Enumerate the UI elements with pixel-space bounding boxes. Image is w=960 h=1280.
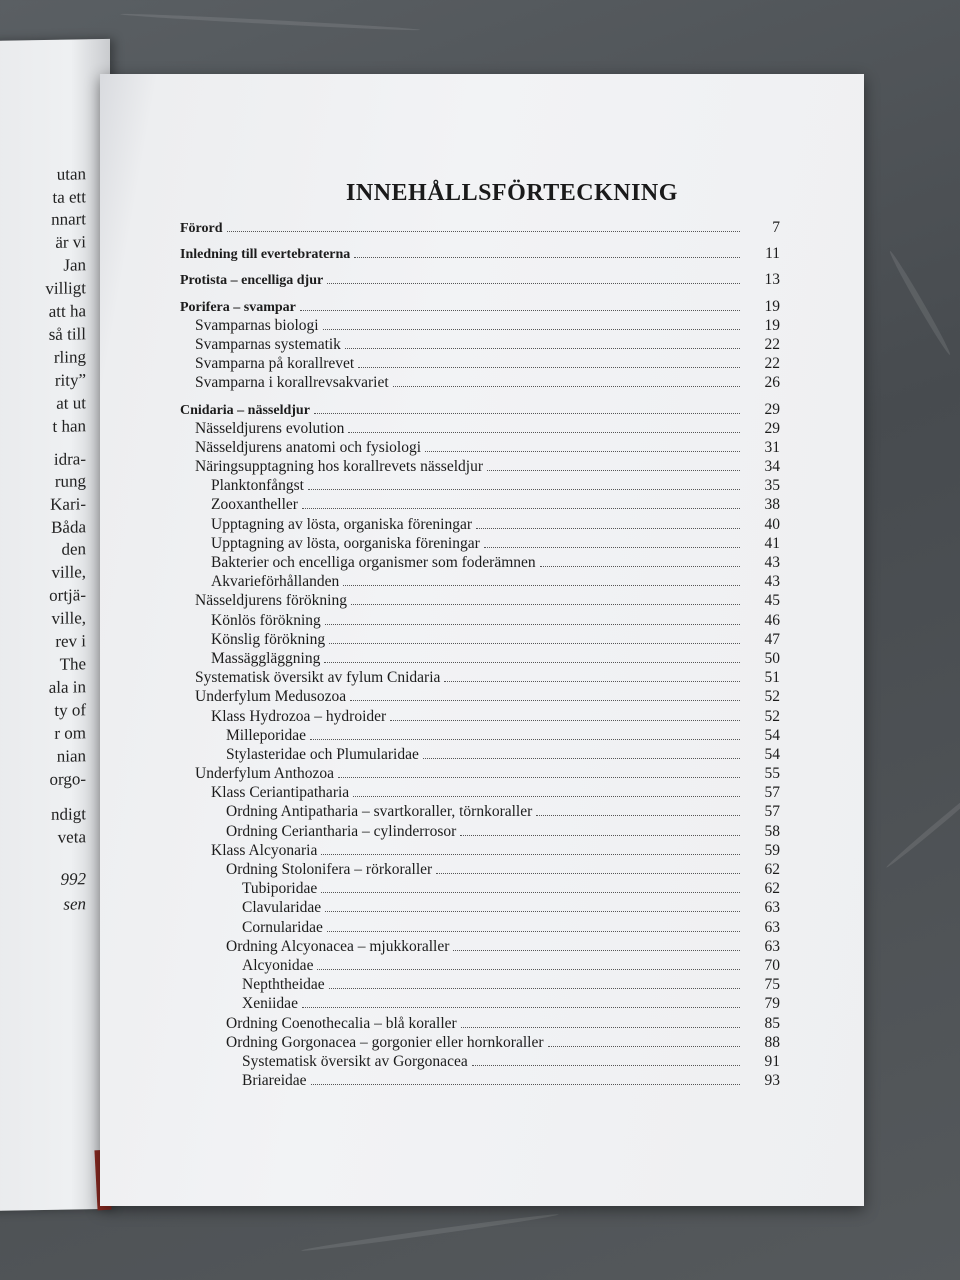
toc-entry-page-number: 13 (764, 271, 780, 289)
toc-entry-page-number: 34 (764, 458, 780, 476)
dot-leader (425, 451, 740, 452)
toc-entry (180, 1014, 780, 1033)
toc-entry-title: Stylasteridae och Plumularidae (226, 745, 419, 763)
left-page-text-fragment: ndigt (51, 804, 86, 824)
toc-entry (180, 270, 780, 289)
toc-entry-page-number: 43 (764, 573, 780, 591)
left-page-text-fragment: ty of (54, 700, 86, 720)
marble-vein (301, 1212, 559, 1253)
toc-entry-page-number: 22 (764, 335, 780, 353)
toc-entry-title: Svamparna i korallrevsakvariet (195, 374, 389, 392)
toc-entry-title: Planktonfångst (211, 477, 304, 495)
toc-entry (180, 687, 780, 706)
toc-entry-title: Systematisk översikt av Gorgonacea (242, 1052, 468, 1070)
toc-entry-title: Inledning till evertebraterna (180, 247, 351, 263)
toc-entry-title: Könslig förökning (211, 630, 326, 648)
dot-leader (536, 815, 740, 816)
toc-entry-title: Nepththeidae (242, 976, 325, 994)
toc-entry (180, 611, 780, 630)
toc-entry-page-number: 62 (764, 861, 780, 878)
toc-entry-page-number: 19 (764, 316, 780, 334)
toc-entry (180, 707, 780, 726)
dot-leader (548, 1046, 740, 1047)
toc-entry-title: Alcyonidae (242, 956, 314, 974)
left-page-text-fragment: ville, (51, 608, 86, 628)
dot-leader (329, 988, 740, 989)
dot-leader (351, 604, 740, 605)
dot-leader (393, 386, 740, 387)
toc-entry-page-number: 79 (764, 995, 780, 1013)
toc-entry-page-number: 22 (764, 355, 780, 373)
left-page-text-fragment: Båda (51, 517, 86, 537)
toc-entry-page-number: 58 (764, 822, 780, 840)
toc-entry (180, 1033, 780, 1052)
left-page-text-fragment: ta ett (52, 187, 86, 207)
toc-entry-title: Svamparna på korallrevet (195, 355, 355, 373)
toc-entry (180, 764, 780, 783)
toc-entry-title: Cnidaria – nässeldjur (180, 402, 310, 418)
toc-entry (180, 630, 780, 649)
left-page-text-fragment: är vi (55, 232, 86, 252)
left-page-text-fragment: 992 (60, 869, 86, 889)
toc-entry-title: Milleporidae (226, 726, 307, 744)
toc-entry-title: Clavularidae (242, 899, 322, 917)
toc-entry-page-number: 38 (764, 496, 780, 514)
toc-entry (180, 802, 780, 821)
toc-entry-page-number: 29 (764, 419, 780, 437)
toc-entry-page-number: 50 (764, 649, 780, 667)
left-page-text-fragment: så till (48, 324, 86, 344)
toc-entry-title: Klass Hydrozoa – hydroider (211, 707, 387, 725)
toc-entry-page-number: 55 (764, 765, 780, 783)
left-page-text-fragment: att ha (48, 301, 86, 321)
toc-entry (180, 860, 780, 879)
toc-entry (180, 898, 780, 917)
toc-entry-title: Underfylum Medusozoa (195, 688, 347, 706)
dot-leader (302, 508, 740, 509)
toc-entry-title: Bakterier och encelliga organismer som foderämnen (211, 554, 536, 571)
left-page-text-fragment: ortjä- (49, 585, 86, 605)
dot-leader (323, 329, 740, 330)
toc-entry-title: Ordning Ceriantharia – cylinderrosor (226, 822, 457, 840)
toc-entry (180, 297, 780, 316)
left-page-text-fragment: ala in (48, 677, 86, 697)
dot-leader (300, 310, 740, 311)
toc-entry-page-number: 75 (764, 976, 780, 994)
toc-entry-page-number: 31 (764, 438, 780, 456)
dot-leader (444, 681, 740, 682)
toc-entry-title: Svamparnas systematik (195, 335, 341, 353)
toc-entry (180, 495, 780, 514)
toc-entry (180, 218, 780, 237)
dot-leader (345, 348, 740, 349)
toc-entry (180, 1071, 780, 1090)
dot-leader (436, 873, 740, 874)
toc-entry-page-number: 59 (764, 841, 780, 859)
toc-entry-page-number: 7 (772, 219, 780, 236)
toc-entry-title: Upptagning av lösta, oorganiska föreningar (211, 534, 480, 552)
toc-entry-page-number: 54 (764, 745, 780, 763)
dot-leader (390, 720, 740, 721)
toc-entry-page-number: 63 (764, 937, 780, 955)
toc-entry-title: Briareidae (242, 1072, 307, 1090)
dot-leader (327, 931, 740, 932)
left-page-text-fragment: The (59, 654, 86, 674)
left-page-text-fragment: rev i (55, 631, 86, 651)
left-page-text-fragment: rling (53, 347, 86, 367)
toc-entry-page-number: 93 (764, 1072, 780, 1090)
dot-leader (321, 892, 740, 893)
toc-entry (180, 400, 780, 419)
toc-entry (180, 668, 780, 687)
toc-entry-page-number: 45 (764, 592, 780, 610)
toc-entry-page-number: 91 (764, 1052, 780, 1070)
toc-entry-page-number: 70 (764, 956, 780, 974)
toc-entry-page-number: 35 (764, 477, 780, 495)
dot-leader (358, 367, 740, 368)
left-page-text-fragment: idra- (53, 449, 86, 469)
page-title: INNEHÅLLSFÖRTECKNING (346, 180, 678, 206)
left-page-text-fragment: at ut (56, 393, 86, 413)
toc-entry-page-number: 29 (764, 400, 780, 418)
dot-leader (460, 835, 740, 836)
toc-entry-title: Ordning Coenothecalia – blå koraller (226, 1014, 457, 1032)
marble-vein (120, 12, 420, 32)
toc-entry-page-number: 40 (764, 515, 780, 533)
toc-entry (180, 438, 780, 457)
toc-entry-title: Nässeldjurens evolution (195, 419, 345, 437)
dot-leader (314, 413, 740, 414)
left-page-text-fragment: orgo- (49, 769, 86, 789)
toc-entry (180, 726, 780, 745)
dot-leader (350, 700, 740, 701)
toc-entry-page-number: 88 (764, 1033, 780, 1051)
left-page (0, 39, 110, 1211)
dot-leader (348, 432, 740, 433)
left-page-text-fragment: t han (52, 416, 86, 436)
toc-entry-page-number: 43 (764, 554, 780, 571)
toc-entry (180, 553, 780, 572)
toc-entry-title: Zooxantheller (211, 496, 298, 514)
dot-leader (423, 758, 740, 759)
dot-leader (453, 950, 740, 951)
toc-entry-title: Ordning Alcyonacea – mjukkoraller (226, 937, 450, 955)
toc-entry-title: Klass Ceriantipatharia (211, 784, 350, 802)
toc-entry (180, 534, 780, 553)
toc-entry (180, 975, 780, 994)
left-page-text-fragment: rung (54, 471, 86, 491)
toc-entry-title: Protista – encelliga djur (180, 273, 324, 289)
right-page (100, 74, 864, 1206)
left-page-text-fragment: nian (56, 746, 86, 766)
dot-leader (227, 231, 740, 232)
dot-leader (311, 1084, 740, 1085)
toc-entry-title: Upptagning av lösta, organiska föreningar (211, 515, 472, 533)
toc-entry (180, 515, 780, 534)
toc-entry-title: Cornularidae (242, 918, 323, 936)
dot-leader (324, 662, 740, 663)
dot-leader (338, 777, 740, 778)
left-page-text-fragment: ville, (51, 562, 86, 582)
toc-entry (180, 841, 780, 860)
marble-vein (885, 776, 960, 870)
dot-leader (325, 624, 740, 625)
dot-leader (487, 470, 740, 471)
dot-leader (353, 796, 740, 797)
toc-entry (180, 316, 780, 335)
dot-leader (476, 528, 740, 529)
left-page-text-fragment: Kari- (50, 494, 86, 514)
toc-entry-page-number: 52 (764, 707, 780, 725)
toc-entry (180, 879, 780, 898)
dot-leader (310, 739, 740, 740)
toc-entry (180, 354, 780, 373)
toc-entry-title: Ordning Antipatharia – svartkoraller, törnkoraller (226, 803, 533, 821)
left-page-text-fragment: villigt (45, 278, 86, 298)
toc-entry-title: Förord (180, 221, 223, 236)
dot-leader (329, 643, 740, 644)
marble-vein (887, 250, 952, 357)
toc-entry-title: Porifera – svampar (180, 299, 296, 315)
dot-leader (484, 547, 740, 548)
left-page-text-fragment: den (61, 539, 86, 559)
left-page-text-fragment: sen (63, 894, 86, 914)
dot-leader (472, 1065, 740, 1066)
toc-entry (180, 649, 780, 668)
toc-entry-page-number: 47 (764, 630, 780, 648)
dot-leader (302, 1007, 740, 1008)
table-of-contents (180, 218, 780, 1090)
toc-entry (180, 956, 780, 975)
toc-entry-page-number: 46 (764, 611, 780, 629)
left-page-text-fragment: nnart (51, 209, 86, 229)
toc-entry (180, 783, 780, 802)
toc-entry-title: Tubiporidae (242, 880, 318, 898)
left-page-text-fragment: Jan (63, 255, 86, 275)
toc-entry (180, 457, 780, 476)
toc-entry (180, 419, 780, 438)
dot-leader (343, 585, 740, 586)
toc-entry-title: Systematisk översikt av fylum Cnidaria (195, 669, 441, 687)
toc-entry-title: Näringsupptagning hos korallrevets nässeldjur (195, 458, 483, 476)
toc-entry-title: Nässeldjurens förökning (195, 592, 347, 610)
toc-entry (180, 244, 780, 263)
toc-entry-page-number: 54 (764, 726, 780, 744)
toc-entry-title: Xeniidae (242, 995, 298, 1013)
left-page-text-fragment: utan (56, 164, 86, 184)
toc-entry-page-number: 57 (764, 803, 780, 821)
toc-entry (180, 572, 780, 591)
dot-leader (461, 1027, 740, 1028)
toc-entry-page-number: 51 (764, 669, 780, 687)
toc-entry (180, 745, 780, 764)
left-page-text-fragment: veta (57, 827, 86, 847)
dot-leader (321, 854, 740, 855)
toc-entry-title: Nässeldjurens anatomi och fysiologi (195, 438, 421, 456)
toc-entry (180, 937, 780, 956)
toc-entry-page-number: 41 (764, 534, 780, 552)
toc-entry-title: Svamparnas biologi (195, 316, 319, 334)
toc-entry-page-number: 52 (764, 688, 780, 706)
toc-entry-page-number: 62 (764, 880, 780, 898)
toc-entry-title: Ordning Stolonifera – rörkoraller (226, 861, 433, 878)
toc-entry-title: Könlös förökning (211, 611, 321, 629)
toc-entry-title: Ordning Gorgonacea – gorgonier eller hornkoraller (226, 1033, 544, 1051)
left-page-text-fragment: r om (54, 723, 86, 743)
toc-entry (180, 591, 780, 610)
toc-entry (180, 335, 780, 354)
toc-entry-title: Klass Alcyonaria (211, 841, 318, 859)
toc-entry (180, 1052, 780, 1071)
toc-entry (180, 994, 780, 1013)
toc-entry-page-number: 19 (764, 297, 780, 315)
toc-entry-page-number: 63 (764, 918, 780, 936)
left-page-text-fragment: rity” (54, 370, 86, 390)
toc-entry-page-number: 26 (764, 374, 780, 392)
toc-entry (180, 373, 780, 392)
toc-entry-page-number: 11 (765, 245, 780, 263)
toc-entry-page-number: 57 (764, 784, 780, 802)
toc-entry-title: Massäggläggning (211, 649, 321, 667)
toc-entry-page-number: 63 (764, 899, 780, 917)
toc-entry (180, 476, 780, 495)
toc-entry-title: Underfylum Anthozoa (195, 765, 335, 783)
dot-leader (354, 257, 740, 258)
toc-entry-title: Akvarieförhållanden (211, 573, 340, 591)
dot-leader (325, 911, 740, 912)
dot-leader (540, 566, 740, 567)
toc-entry (180, 918, 780, 937)
toc-entry-page-number: 85 (764, 1014, 780, 1032)
dot-leader (308, 489, 740, 490)
dot-leader (317, 969, 740, 970)
toc-entry (180, 822, 780, 841)
dot-leader (327, 283, 740, 284)
